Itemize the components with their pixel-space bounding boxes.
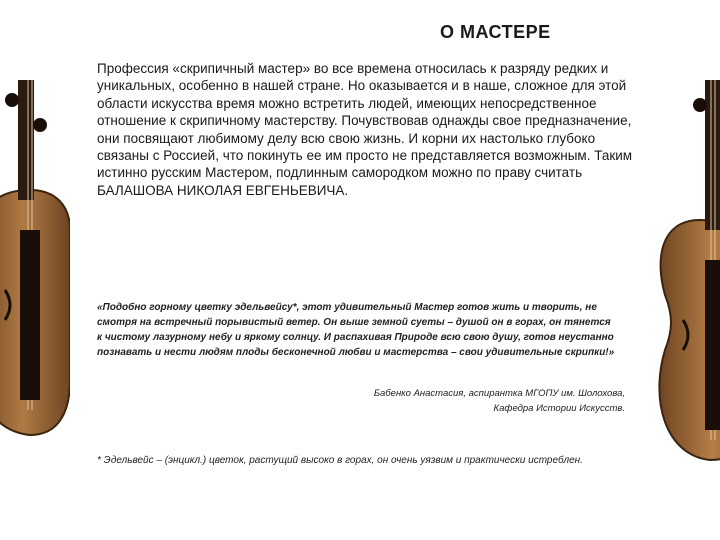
footnote: * Эдельвейс – (энцикл.) цветок, растущий высоко в горах, он очень уязвим и практически истреблен. — [97, 455, 583, 466]
quote-paragraph: «Подобно горному цветку эдельвейсу*, этот удивительный Мастер готов жить и творить, не смотря на встречный порывистый ветер. Он выше земной суеты – душой он в горах, он тянется к чистому лазурному небу и яркому солнцу. И распахивая Природе всю свою душу, готов неустанно познавать и нести людям плоды бесконечной любви и мастерства – свои удивительные скрипки!» — [97, 302, 615, 358]
attribution-line-1: Бабенко Анастасия, аспирантка МГОПУ им. Шолохова, — [373, 388, 625, 399]
main-paragraph: Профессия «скрипичный мастер» во все времена относилась к разряду редких и уникальных, особенно в нашей стране. Но оказывается и в наше, сложное для этой области искусства время можно встретить людей, имеющих непосредственное отношение к скрипичному мастерству. Почувствовав однажды свое предназначение, они посвящают любимому делу всю свою жизнь. И корни их настолько глубоко связаны с Россией, что покинуть ее им просто не представляется возможным. Таким истинно русским Мастером, подлинным самородком можно по праву считать БАЛАШОВА НИКОЛАЯ ЕВГЕНЬЕВИЧА. — [97, 61, 633, 198]
attribution-line-2: Кафедра Истории Искусств. — [493, 403, 625, 414]
violin-right-image — [655, 80, 720, 540]
violin-left-image — [0, 80, 70, 540]
page-title: О МАСТЕРЕ — [440, 22, 551, 42]
quote-attribution — [280, 386, 625, 416]
